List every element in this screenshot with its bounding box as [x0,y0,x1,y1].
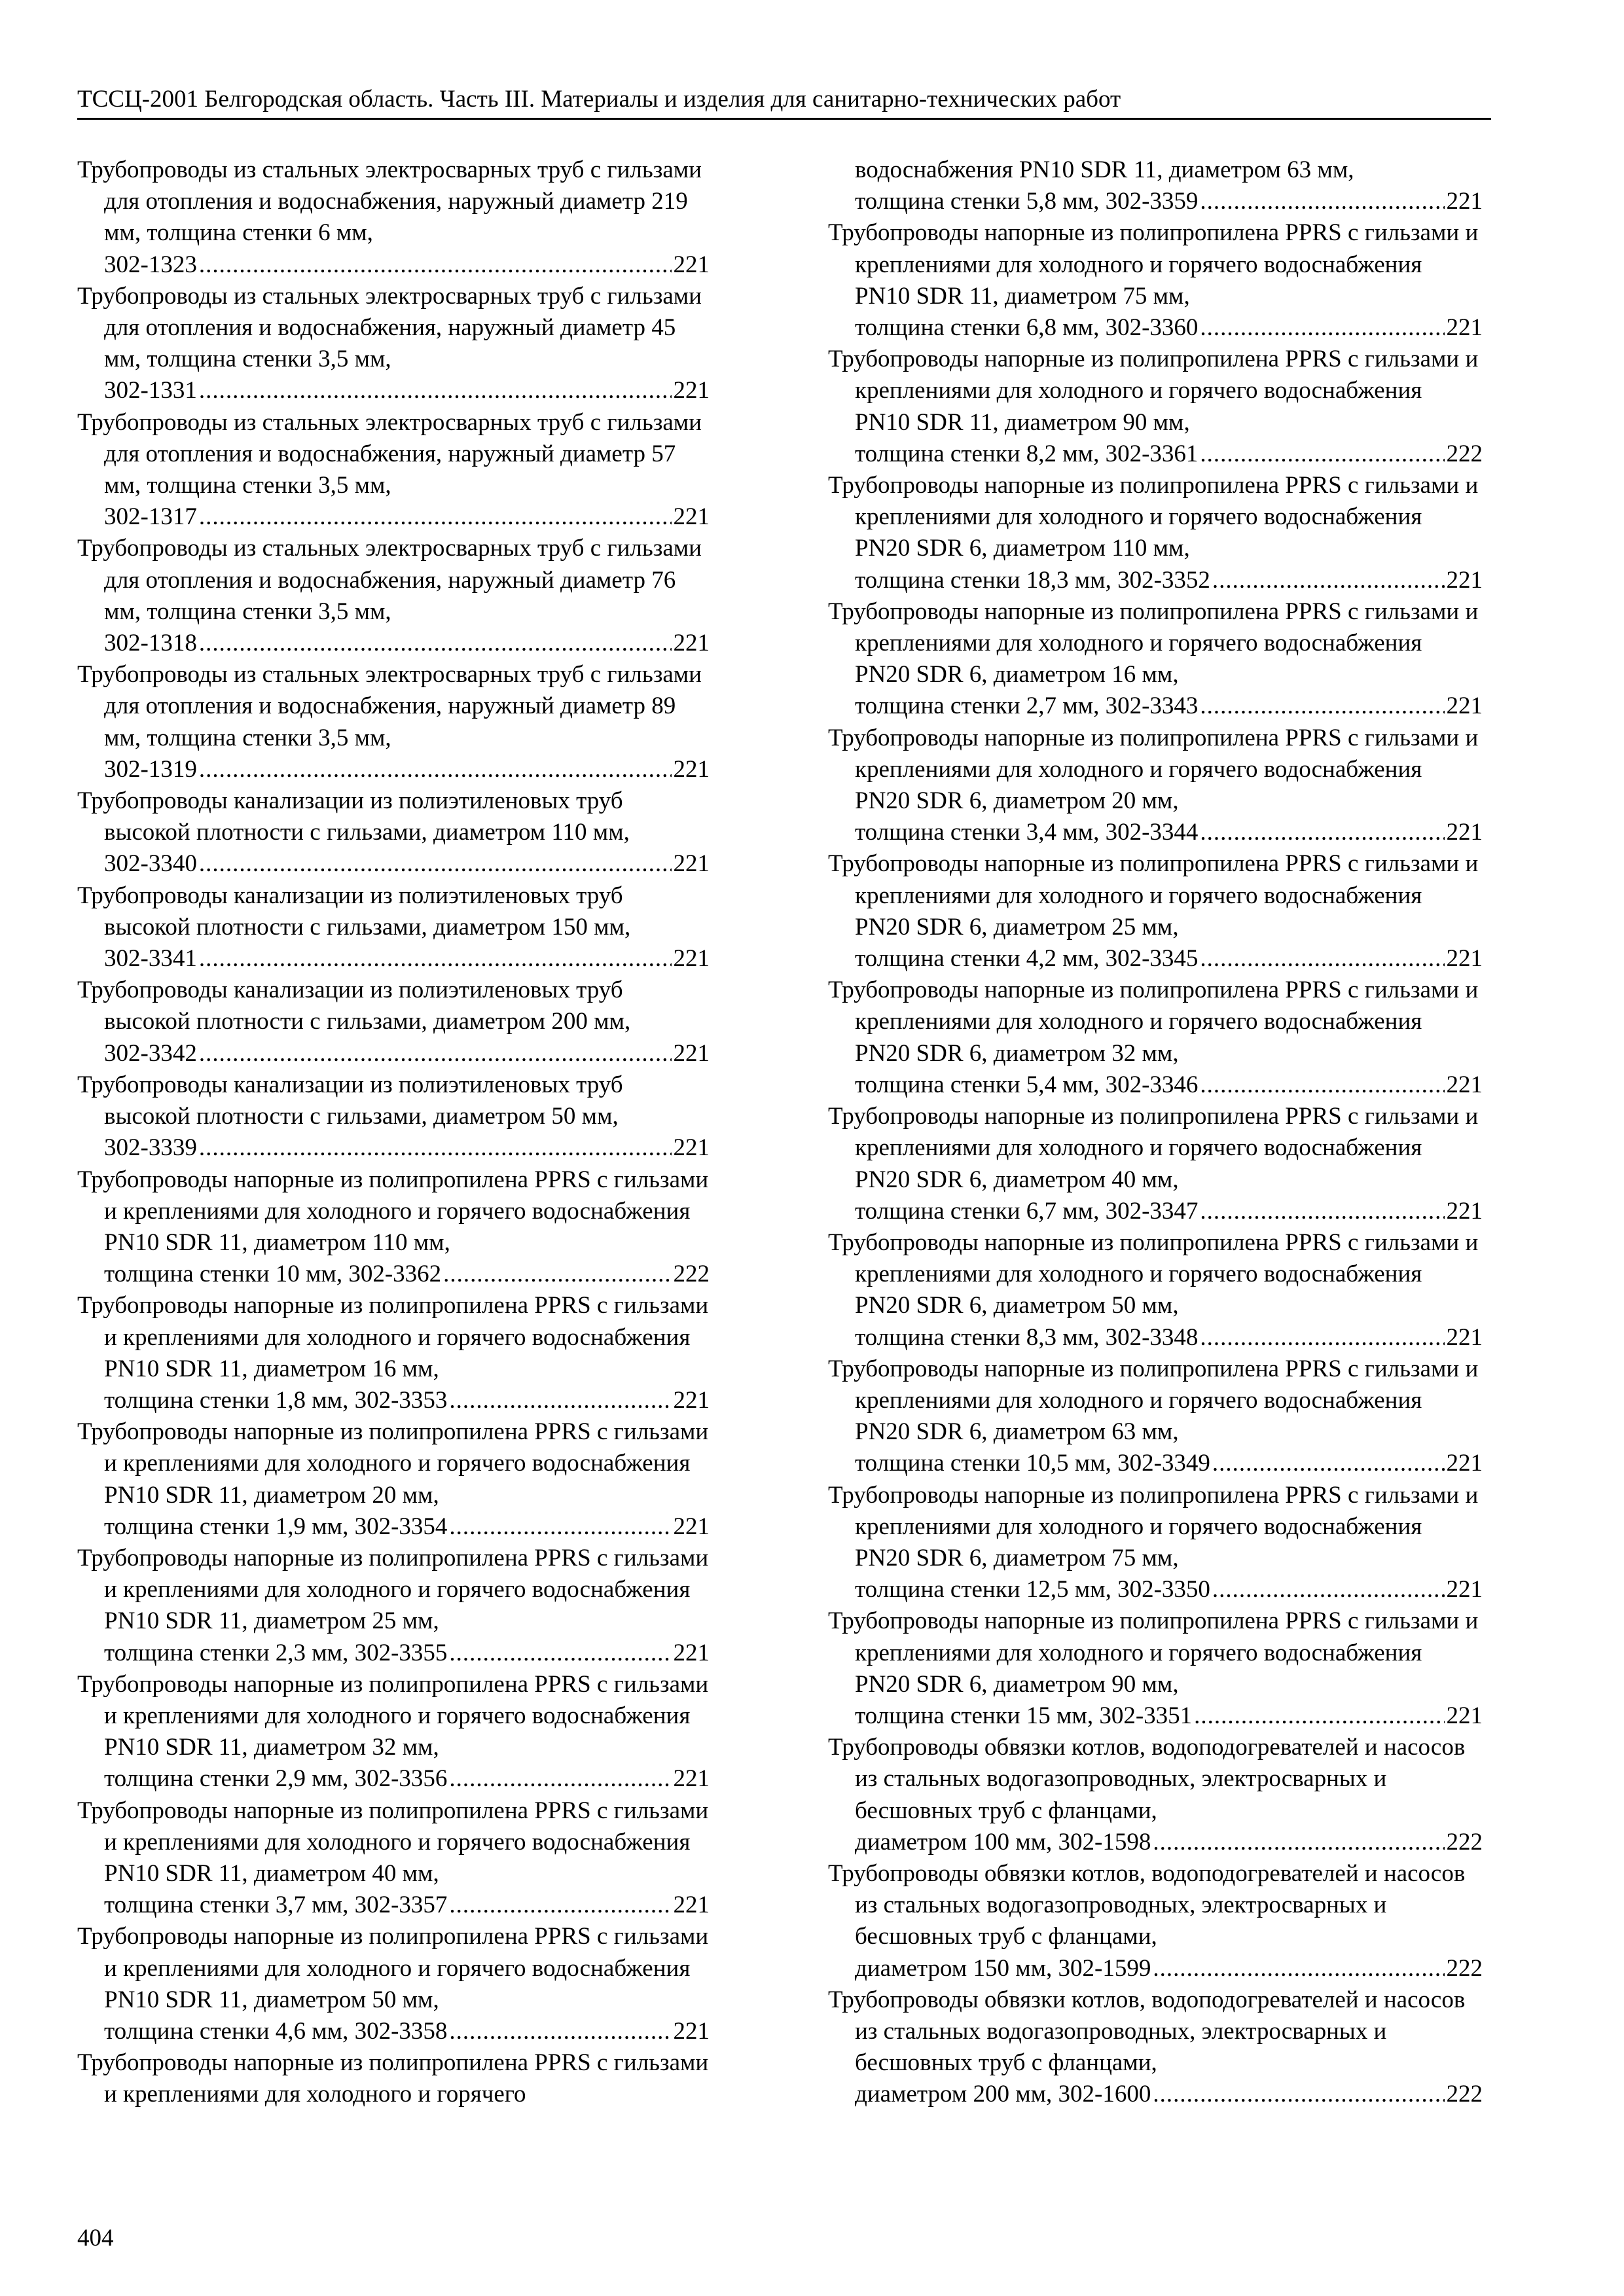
entry-code-line [855,1196,1483,1227]
entry-code-line [104,628,710,659]
entry-code: 302-1318 [104,630,197,657]
index-entry [828,1605,1483,1732]
entry-code: 302-3341 [104,945,197,973]
entry-text: Трубопроводы из стальных электросварных труб с гильзами для отопления и водоснабжения, наружный диаметр 45 мм, толщина стенки 3,5 мм, [77,282,702,373]
entry-code: толщина стенки 3,4 мм, 302-3344 [855,819,1199,846]
index-entry-continued [828,154,1483,217]
entry-text: Трубопроводы напорные из полипропилена PPRS с гильзами и креплениями для холодного и горячего водоснабжения PN20 SDR 6, диаметром 75 мм, [828,1481,1479,1571]
index-entry [828,1227,1483,1354]
entry-code-line [104,2016,710,2047]
page-header-title: ТССЦ-2001 Белгородская область. Часть III. Материалы и изделия для санитарно-технических работ [77,86,1121,113]
entry-code: толщина стенки 18,3 мм, 302-3352 [855,566,1210,594]
entry-text: Трубопроводы обвязки котлов, водоподогревателей и насосов из стальных водогазопроводных, электросварных и бесшовных труб с фланцами, [828,1859,1466,1950]
entry-text: Трубопроводы из стальных электросварных труб с гильзами для отопления и водоснабжения, наружный диаметр 89 мм, толщина стенки 3,5 мм, [77,661,702,751]
entry-code-line [104,501,710,533]
entry-page-ref: 221 [1446,1323,1483,1351]
index-entry [77,1669,710,1795]
index-entry [77,1069,710,1164]
entry-page-ref: 221 [673,630,710,657]
dot-leader [1200,943,1444,975]
entry-code: толщина стенки 6,8 мм, 302-3360 [855,314,1199,342]
entry-code: толщина стенки 1,9 мм, 302-3354 [104,1513,448,1540]
dot-leader [449,1511,671,1543]
dot-leader [1200,691,1444,722]
entry-code-line [104,375,710,406]
index-entry [828,1101,1483,1227]
entry-text: Трубопроводы из стальных электросварных труб с гильзами для отопления и водоснабжения, наружный диаметр 219 мм, толщина стенки 6 мм, [77,156,702,247]
entry-text: Трубопроводы напорные из полипропилена PPRS с гильзами и креплениями для холодного и горячего водоснабжения PN10 SDR 11, диаметром 25 мм, [77,1544,709,1635]
index-entry [828,1480,1483,1606]
entry-text: Трубопроводы обвязки котлов, водоподогревателей и насосов из стальных водогазопроводных, электросварных и бесшовных труб с фланцами, [828,1986,1466,2077]
index-entry [77,1416,710,1543]
entry-code: толщина стенки 5,8 мм, 302-3359 [855,188,1199,215]
entry-page-ref: 221 [673,1639,710,1666]
index-column-left [77,154,710,2111]
entry-code-line [855,2079,1483,2110]
entry-page-ref: 221 [673,1386,710,1414]
entry-code: толщина стенки 4,6 мм, 302-3358 [104,2017,448,2045]
entry-code-line [104,1511,710,1543]
entry-text: Трубопроводы напорные из полипропилена PPRS с гильзами и креплениями для холодного и горячего водоснабжения PN20 SDR 6, диаметром 32 мм, [828,977,1479,1067]
entry-text: Трубопроводы напорные из полипропилена PPRS с гильзами и креплениями для холодного и горячего водоснабжения PN20 SDR 6, диаметром 90 мм, [828,1607,1479,1698]
entry-page-ref: 221 [673,755,710,783]
entry-page-ref: 222 [1446,1954,1483,1982]
dot-leader [1153,2079,1444,2110]
entry-code: 302-1323 [104,251,197,278]
entry-page-ref: 221 [673,503,710,531]
dot-leader [1194,1700,1444,1732]
dot-leader [1200,1322,1444,1354]
entry-page-ref: 221 [1446,1450,1483,1477]
index-entry [77,785,710,880]
entry-text: Трубопроводы напорные из полипропилена PPRS с гильзами и креплениями для холодного и горячего водоснабжения PN10 SDR 11, диаметром 32 мм, [77,1670,709,1761]
dot-leader [1200,1069,1444,1101]
entry-code: толщина стенки 15 мм, 302-3351 [855,1702,1193,1729]
entry-code: толщина стенки 2,3 мм, 302-3355 [104,1639,448,1666]
entry-code-line [855,565,1483,596]
entry-text: Трубопроводы из стальных электросварных труб с гильзами для отопления и водоснабжения, наружный диаметр 76 мм, толщина стенки 3,5 мм, [77,535,702,625]
entry-text: Трубопроводы напорные из полипропилена PPRS с гильзами и креплениями для холодного и горячего водоснабжения PN10 SDR 11, диаметром 90 мм, [828,346,1479,436]
entry-code-line [855,1069,1483,1101]
entry-code: толщина стенки 10,5 мм, 302-3349 [855,1450,1210,1477]
entry-text: Трубопроводы напорные из полипропилена PPRS с гильзами и креплениями для холодного и горячего водоснабжения PN20 SDR 6, диаметром 25 мм, [828,850,1479,941]
dot-leader [1212,565,1445,596]
entry-text: Трубопроводы канализации из полиэтиленовых труб высокой плотности с гильзами, диаметром 150 мм, [77,882,631,941]
entry-page-ref: 221 [1446,1576,1483,1604]
entry-code: толщина стенки 8,2 мм, 302-3361 [855,440,1199,467]
entry-code-line [855,1448,1483,1479]
dot-leader [1200,1196,1444,1227]
entry-page-ref: 221 [1446,188,1483,215]
entry-code: 302-1319 [104,755,197,783]
entry-page-ref: 221 [1446,566,1483,594]
dot-leader [449,1890,671,1921]
dot-leader [1200,439,1444,470]
dot-leader [1212,1574,1445,1605]
entry-code: 302-3340 [104,850,197,878]
index-entry-trailing: Трубопроводы напорные из полипропилена PPRS с гильзами и креплениями для холодного и горячего [77,2049,709,2108]
index-entry [77,1921,710,2047]
index-entry [828,470,1483,596]
entry-code-line [828,186,1483,217]
entry-text: Трубопроводы напорные из полипропилена PPRS с гильзами и креплениями для холодного и горячего водоснабжения PN10 SDR 11, диаметром 20 мм, [77,1418,709,1509]
index-column-right [828,154,1483,2111]
entry-page-ref: 221 [1446,1702,1483,1729]
entry-code: 302-1331 [104,377,197,404]
page-number: 404 [77,2225,114,2251]
entry-text: Трубопроводы напорные из полипропилена PPRS с гильзами и креплениями для холодного и горячего водоснабжения PN20 SDR 6, диаметром 20 мм, [828,724,1479,815]
entry-text: Трубопроводы напорные из полипропилена PPRS с гильзами и креплениями для холодного и горячего водоснабжения PN10 SDR 11, диаметром 40 мм, [77,1797,709,1887]
index-entry [77,975,710,1069]
entry-code-line [104,1132,710,1164]
entry-page-ref: 221 [1446,692,1483,720]
index-entry [77,659,710,785]
dot-leader [1200,817,1444,848]
entry-code: 302-3342 [104,1039,197,1067]
entry-text: Трубопроводы напорные из полипропилена PPRS с гильзами и креплениями для холодного и горячего водоснабжения PN20 SDR 6, диаметром 16 мм, [828,598,1479,689]
entry-page-ref: 221 [1446,1071,1483,1098]
entry-code-line [104,848,710,880]
entry-code-line [104,1385,710,1416]
entry-text: Трубопроводы напорные из полипропилена PPRS с гильзами и креплениями для холодного и горячего водоснабжения PN20 SDR 6, диаметром 110 мм, [828,472,1479,562]
entry-text: Трубопроводы напорные из полипропилена PPRS с гильзами и креплениями для холодного и горячего водоснабжения PN10 SDR 11, диаметром 16 мм, [77,1292,709,1382]
entry-text: Трубопроводы напорные из полипропилена PPRS с гильзами и креплениями для холодного и горячего водоснабжения PN10 SDR 11, диаметром 75 мм, [828,219,1479,310]
dot-leader [199,848,672,880]
dot-leader [449,1763,671,1795]
index-entry [828,723,1483,849]
entry-code-line [855,1953,1483,1984]
index-entry [828,596,1483,723]
index-entry [77,1795,710,1922]
entry-code-line [104,1038,710,1069]
entry-code: диаметром 150 мм, 302-1599 [855,1954,1151,1982]
entry-code: толщина стенки 6,7 мм, 302-3347 [855,1197,1199,1225]
index-entry [77,407,710,533]
index-entry [77,1290,710,1416]
entry-code-line [855,1827,1483,1858]
entry-code: диаметром 100 мм, 302-1598 [855,1828,1151,1856]
dot-leader [449,1385,671,1416]
entry-page-ref: 221 [673,1513,710,1540]
dot-leader [199,249,672,281]
entry-text: Трубопроводы напорные из полипропилена PPRS с гильзами и креплениями для холодного и горячего водоснабжения PN10 SDR 11, диаметром 50 мм, [77,1923,709,2013]
entry-code-line [104,1890,710,1921]
entry-page-ref: 221 [673,2017,710,2045]
entry-code-line [104,754,710,785]
dot-leader [449,1638,671,1669]
entry-code-line [855,439,1483,470]
index-entry [77,1164,710,1291]
entry-code: толщина стенки 2,9 мм, 302-3356 [104,1765,448,1793]
entry-page-ref: 222 [1446,2081,1483,2108]
index-entry [828,975,1483,1101]
entry-code-line [104,943,710,975]
entry-code-line [855,691,1483,722]
dot-leader [199,501,672,533]
entry-page-ref: 221 [673,945,710,973]
dot-leader [443,1259,671,1290]
entry-code: 302-3339 [104,1134,197,1162]
entry-page-ref: 221 [673,1134,710,1162]
entry-text: Трубопроводы из стальных электросварных труб с гильзами для отопления и водоснабжения, наружный диаметр 57 мм, толщина стенки 3,5 мм, [77,408,702,499]
entry-text: Трубопроводы напорные из полипропилена PPRS с гильзами и креплениями для холодного и горячего водоснабжения PN20 SDR 6, диаметром 50 мм, [828,1229,1479,1319]
dot-leader [1212,1448,1445,1479]
index-entry [77,1543,710,1669]
entry-code: диаметром 200 мм, 302-1600 [855,2081,1151,2108]
entry-text: Трубопроводы напорные из полипропилена PPRS с гильзами и креплениями для холодного и горячего водоснабжения PN20 SDR 6, диаметром 63 мм, [828,1355,1479,1446]
dot-leader [199,375,672,406]
entry-page-ref: 221 [1446,1197,1483,1225]
index-entry [828,1354,1483,1480]
index-entry [77,880,710,975]
entry-text: водоснабжения PN10 SDR 11, диаметром 63 мм, [855,156,1354,183]
dot-leader [199,943,672,975]
dot-leader [449,2016,671,2047]
entry-page-ref: 221 [1446,945,1483,973]
index-entry [828,344,1483,470]
dot-leader [199,754,672,785]
entry-code-line [104,249,710,281]
entry-page-ref: 221 [673,1765,710,1793]
dot-leader [199,1038,672,1069]
entry-code: толщина стенки 3,7 мм, 302-3357 [104,1892,448,1919]
dot-leader [199,1132,672,1164]
entry-code-line [855,1700,1483,1732]
entry-text: Трубопроводы обвязки котлов, водоподогревателей и насосов из стальных водогазопроводных, электросварных и бесшовных труб с фланцами, [828,1734,1466,1824]
entry-code: толщина стенки 4,2 мм, 302-3345 [855,945,1199,973]
index-entry [828,1732,1483,1858]
entry-code-line [104,1763,710,1795]
entry-code: толщина стенки 8,3 мм, 302-3348 [855,1323,1199,1351]
entry-text: Трубопроводы канализации из полиэтиленовых труб высокой плотности с гильзами, диаметром 50 мм, [77,1071,623,1130]
entry-page-ref: 221 [673,850,710,878]
entry-page-ref: 221 [673,377,710,404]
entry-text: Трубопроводы канализации из полиэтиленовых труб высокой плотности с гильзами, диаметром 110 мм, [77,787,630,846]
entry-code-line [855,943,1483,975]
dot-leader [1200,186,1444,217]
entry-code: 302-1317 [104,503,197,531]
entry-code: толщина стенки 2,7 мм, 302-3343 [855,692,1199,720]
index-entry [828,217,1483,344]
dot-leader [1153,1953,1444,1984]
entry-page-ref: 221 [673,1892,710,1919]
entry-code-line [855,1322,1483,1354]
index-entry [828,848,1483,975]
entry-code-line [104,1259,710,1290]
dot-leader [1153,1827,1444,1858]
entry-text: Трубопроводы канализации из полиэтиленовых труб высокой плотности с гильзами, диаметром 200 мм, [77,977,631,1035]
dot-leader [199,628,672,659]
entry-code-line [855,312,1483,344]
entry-code-line [104,1638,710,1669]
header-rule [77,118,1491,120]
index-entry [828,1858,1483,1984]
index-entry [77,154,710,281]
entry-page-ref: 222 [1446,440,1483,467]
entry-code: толщина стенки 1,8 мм, 302-3353 [104,1386,448,1414]
entry-page-ref: 222 [1446,1828,1483,1856]
entry-code-line [855,1574,1483,1605]
entry-page-ref: 221 [1446,819,1483,846]
index-entry [77,281,710,407]
entry-code: толщина стенки 10 мм, 302-3362 [104,1261,442,1288]
entry-code: толщина стенки 12,5 мм, 302-3350 [855,1576,1210,1604]
entry-text: Трубопроводы напорные из полипропилена PPRS с гильзами и креплениями для холодного и горячего водоснабжения PN20 SDR 6, диаметром 40 мм, [828,1103,1479,1193]
entry-text: Трубопроводы напорные из полипропилена PPRS с гильзами и креплениями для холодного и горячего водоснабжения PN10 SDR 11, диаметром 110 мм, [77,1166,709,1256]
index-entry [828,1984,1483,2111]
index-entry [77,533,710,659]
entry-page-ref: 221 [1446,314,1483,342]
entry-code-line [855,817,1483,848]
entry-page-ref: 222 [673,1261,710,1288]
entry-page-ref: 221 [673,251,710,278]
dot-leader [1200,312,1444,344]
entry-page-ref: 221 [673,1039,710,1067]
entry-code: толщина стенки 5,4 мм, 302-3346 [855,1071,1199,1098]
